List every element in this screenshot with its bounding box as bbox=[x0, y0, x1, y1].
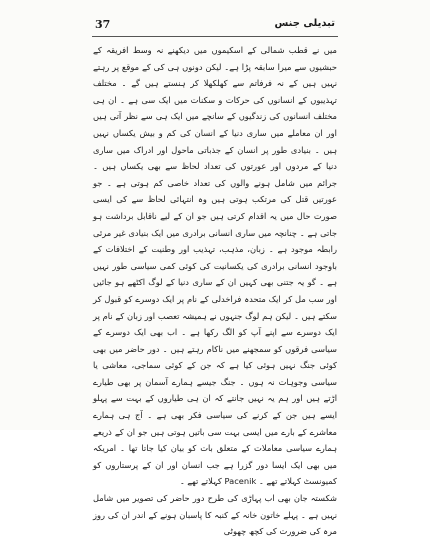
paragraph: میں نے قطب شمالی کے اسکیموں میں دیکھنے نہ وسط افریقہ کے حبشیوں سے میرا سابقہ پڑا ہے۔ لیکن دونوں ہی کی کے موقع پر رہتے نہیں ہیں کے نہ فرفاتم سے کھلکھلا کر ہنستے ہیں گے ۔ مختلف تہذیبوں کے انسانوں کی حرکات و سکنات میں ایک سی ہے ۔ ان ہی مختلف انسانوں کی زندگیوں کے سانچے میں ایک ہی سے نظر آتی ہیں اور ان معاملے میں ساری دنیا کے انسان کی کم و بیش یکساں نہیں ہیں ۔ بنیادی طور پر انسان کے جذباتی ماحول اور ادراک میں ساری دنیا کے مردوں اور عورتوں کی تعداد لحاظ سے بھی یکساں ہیں ۔ جرائم میں شامل ہونے والوں کی تعداد خاصی کم ہوتی ہے ۔ جو عورتیں قتل کی مرتکب ہوتی ہیں وہ انتہائی لحاظ سے کی ایسی صورت حال میں یہ اقدام کرتی ہیں جو ان کے لیے ناقابل برداشت ہو جاتی ہے ۔ چنانچہ میں ساری انسانی برادری میں ایک بنیادی غیر مرئی رابطہ موجود ہے ۔ زبان، مذہب، تہذیب اور وطنیت کے اختلافات کے باوجود انسانی برادری کی یکسانیت کی کوئی کمی سیاسی طور نہیں ہے ۔ گو یہ جتنی بھی کہیں ان کے ساری دنیا کے لوگ اکٹھے ہو جائیں اور سب مل کر ایک متحدہ فراخدلی کے نام پر ایک دوسرے کو قبول کر سکتے ہیں ۔ لیکن ہم لوگ جنہوں نے ہمیشہ تعصب اور زبان کے نام پر ایک دوسرے سے اپنے آپ کو الگ رکھا ہے ۔ اب بھی ایک دوسرے کے سیاسی فرقوں کو سمجھنے میں ناکام رہتے ہیں ۔ دور حاضر میں بھی کوئی جنگ نہیں ہوئی کیا ہے کہ جن کے کوئی سماجی، معاشی یا سیاسی وجوہات نہ ہوں ۔ جنگ جیسے ہمارے آسمان پر بھی طیارے اڑتے ہیں اور ہم یہ نہیں جانتے کہ ان ہی طیاروں کے بہت سے پہلو ایسے ہیں جن کے کرنے کی سیاسی فکر بھی ہے ۔ آج ہی ہمارے معاشرے کے بارے میں ایسی بہت سی باتیں ہوتی ہیں جو ان کے ذریعے ہمارے سیاسی معاملات کے متعلق بات کو بیان کیا جاتا تھا ۔ امریکہ میں بھی ایک ایسا دور گزرا ہے جب انسان اور ان کے پرستاروں کو کمیونسٹ کہلاتے تھے ۔ Pacenik کہلاتے تھے ۔ bbox=[93, 45, 337, 487]
page-header bbox=[95, 18, 335, 34]
paragraph: شکستہ جان بھی اب پہاڑی کی طرح دور حاضر کی تصویر میں شامل نہیں ہے ۔ پہلے خاتون خانہ کے کنبہ کا پاسبان ہونے کے اندر ان کی روز مرہ کی ضرورت کی کچھ چھوٹی bbox=[93, 493, 337, 537]
body-text bbox=[93, 42, 337, 537]
page-number: 37 bbox=[95, 18, 111, 31]
running-head: تبدیلی جنس bbox=[274, 18, 335, 29]
header-divider bbox=[92, 36, 338, 37]
